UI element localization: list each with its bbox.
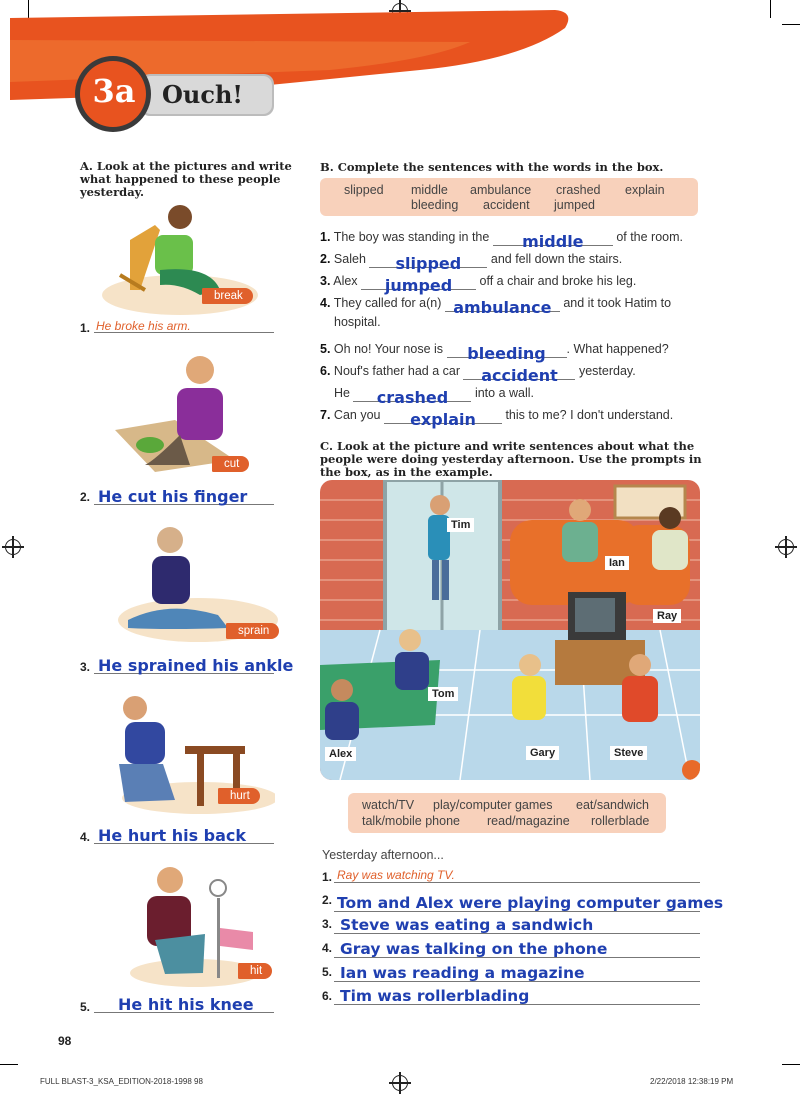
b-after: into a wall. bbox=[474, 386, 535, 400]
registration-mark-icon bbox=[5, 539, 21, 555]
tag-sprain: sprain bbox=[226, 623, 279, 639]
b-after: this to me? I don't understand. bbox=[505, 408, 674, 422]
b-before: hospital. bbox=[334, 315, 381, 329]
b-before: Alex bbox=[333, 274, 358, 288]
b-answer: middle bbox=[522, 232, 584, 251]
registration-mark-icon bbox=[778, 539, 794, 555]
name-label-alex: Alex bbox=[325, 747, 356, 761]
prompt: watch/TV bbox=[362, 798, 415, 812]
section-c-title: C. Look at the picture and write sentences about what the people were doing yesterday afternoon. Use the prompts in the box, as in the example. bbox=[320, 439, 702, 479]
a-answer-3: He sprained his ankle bbox=[98, 656, 294, 675]
b-after: of the room. bbox=[616, 230, 684, 244]
b-before: They called for a(n) bbox=[333, 296, 442, 310]
word: middle bbox=[411, 183, 448, 197]
b-num: 3. bbox=[320, 274, 331, 288]
c-answer-1: Ray was watching TV. bbox=[337, 868, 455, 882]
a-answer-4: He hurt his back bbox=[98, 826, 247, 845]
prompt: eat/sandwich bbox=[576, 798, 649, 812]
a-item-number: 4. bbox=[80, 830, 91, 844]
c-num: 3. bbox=[322, 917, 333, 931]
c-answer-2: Tom and Alex were playing computer games bbox=[337, 894, 724, 912]
b-answer: ambulance bbox=[453, 298, 552, 317]
c-answer-5: Ian was reading a magazine bbox=[340, 964, 585, 982]
b-after: and fell down the stairs. bbox=[490, 252, 623, 266]
c-answer-4: Gray was talking on the phone bbox=[340, 940, 608, 958]
name-label-ian: Ian bbox=[605, 556, 629, 570]
b-sentence-6-cont bbox=[334, 382, 535, 407]
page-number: 98 bbox=[58, 1034, 72, 1048]
b-sentence-4-cont bbox=[334, 315, 381, 329]
word: ambulance bbox=[470, 183, 532, 197]
word: explain bbox=[625, 183, 665, 197]
c-num: 1. bbox=[322, 870, 333, 884]
c-num: 5. bbox=[322, 965, 333, 979]
b-answer: explain bbox=[410, 410, 476, 429]
c-num: 6. bbox=[322, 989, 333, 1003]
b-blank bbox=[353, 382, 471, 407]
b-sentence-3 bbox=[320, 270, 637, 295]
a-item-number: 2. bbox=[80, 490, 91, 504]
b-blank bbox=[384, 404, 502, 429]
word: slipped bbox=[344, 183, 384, 197]
c-lead-text: Yesterday afternoon... bbox=[322, 848, 444, 862]
b-blank bbox=[369, 248, 487, 273]
b-before: Can you bbox=[333, 408, 381, 422]
word: jumped bbox=[554, 198, 595, 212]
timestamp: 2/22/2018 12:38:19 PM bbox=[650, 1077, 734, 1086]
file-info: FULL BLAST-3_KSA_EDITION-2018-1998 98 bbox=[40, 1077, 203, 1086]
name-label-tim: Tim bbox=[447, 518, 474, 532]
word: accident bbox=[483, 198, 530, 212]
tag-hurt: hurt bbox=[218, 788, 260, 804]
section-a-title: A. Look at the pictures and write what happened to these people yesterday. bbox=[80, 159, 292, 199]
crop-mark bbox=[782, 1064, 800, 1065]
b-blank bbox=[447, 338, 567, 363]
b-sentence-6 bbox=[320, 360, 636, 385]
b-after: off a chair and broke his leg. bbox=[479, 274, 637, 288]
b-blank bbox=[463, 360, 575, 385]
b-answer: slipped bbox=[395, 254, 462, 273]
unit-number: 3a bbox=[92, 72, 136, 110]
b-sentence-2 bbox=[320, 248, 623, 273]
section-b-title: B. Complete the sentences with the words in the box. bbox=[320, 160, 664, 174]
c-num: 2. bbox=[322, 893, 333, 907]
name-label-gary: Gary bbox=[526, 746, 559, 760]
name-label-tom: Tom bbox=[428, 687, 458, 701]
b-before: Oh no! Your nose is bbox=[333, 342, 444, 356]
c-num: 4. bbox=[322, 941, 333, 955]
b-sentence-4 bbox=[320, 292, 672, 317]
tag-break: break bbox=[202, 288, 253, 304]
a-answer-2: He cut his finger bbox=[98, 487, 248, 506]
b-sentence-1 bbox=[320, 226, 684, 251]
b-num: 1. bbox=[320, 230, 331, 244]
b-blank bbox=[493, 226, 613, 251]
b-after: . What happened? bbox=[566, 342, 669, 356]
prompt: read/magazine bbox=[487, 814, 570, 828]
crop-mark bbox=[0, 1064, 18, 1065]
illustration-living-room bbox=[320, 480, 700, 780]
b-after: yesterday. bbox=[578, 364, 636, 378]
b-before: Saleh bbox=[333, 252, 366, 266]
name-label-steve: Steve bbox=[610, 746, 647, 760]
b-blank bbox=[445, 292, 560, 317]
a-item-number: 1. bbox=[80, 321, 91, 335]
b-num: 7. bbox=[320, 408, 331, 422]
tag-hit: hit bbox=[238, 963, 272, 979]
b-num: 4. bbox=[320, 296, 331, 310]
b-num: 2. bbox=[320, 252, 331, 266]
b-answer: accident bbox=[481, 366, 558, 385]
b-before: The boy was standing in the bbox=[333, 230, 490, 244]
a-item-number: 5. bbox=[80, 1000, 91, 1014]
name-label-ray: Ray bbox=[653, 609, 681, 623]
b-before: Nouf's father had a car bbox=[333, 364, 460, 378]
b-answer: jumped bbox=[384, 276, 453, 295]
a-answer-1: He broke his arm. bbox=[96, 319, 191, 333]
b-num: 5. bbox=[320, 342, 331, 356]
registration-mark-icon bbox=[392, 1075, 408, 1091]
prompt: play/computer games bbox=[433, 798, 553, 812]
tag-cut: cut bbox=[212, 456, 249, 472]
unit-title: Ouch! bbox=[162, 80, 243, 109]
b-num: 6. bbox=[320, 364, 331, 378]
a-item-number: 3. bbox=[80, 660, 91, 674]
b-sentence-5 bbox=[320, 338, 669, 363]
prompt: talk/mobile phone bbox=[362, 814, 460, 828]
c-answer-3: Steve was eating a sandwich bbox=[340, 916, 594, 934]
prompt: rollerblade bbox=[591, 814, 650, 828]
word: crashed bbox=[556, 183, 601, 197]
word-box bbox=[320, 178, 698, 216]
b-before: He bbox=[334, 386, 350, 400]
b-sentence-7 bbox=[320, 404, 674, 429]
word: bleeding bbox=[411, 198, 459, 212]
b-after: and it took Hatim to bbox=[563, 296, 672, 310]
b-answer: crashed bbox=[376, 388, 449, 407]
b-blank bbox=[361, 270, 476, 295]
a-answer-5: He hit his knee bbox=[118, 995, 254, 1014]
b-answer: bleeding bbox=[467, 344, 546, 363]
prompt-box bbox=[348, 793, 666, 833]
c-answer-6: Tim was rollerblading bbox=[340, 987, 530, 1005]
